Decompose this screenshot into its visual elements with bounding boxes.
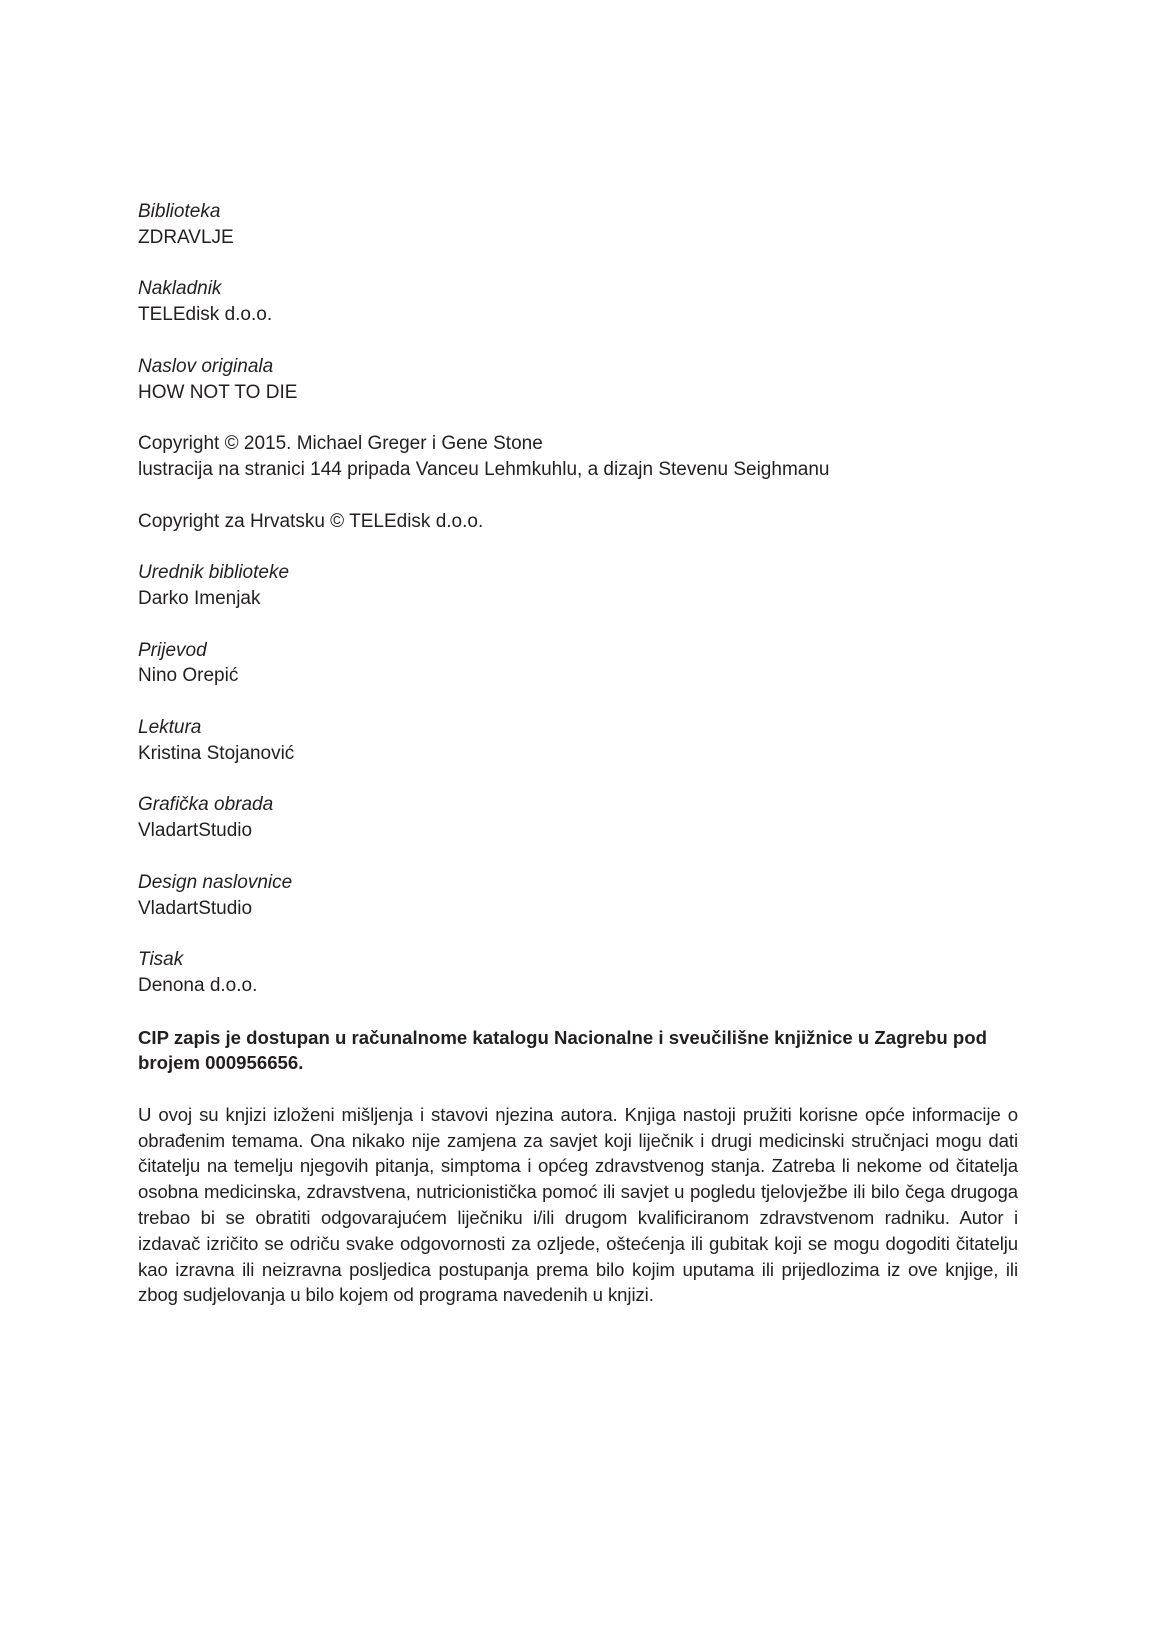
credit-value: Denona d.o.o. (138, 974, 258, 996)
credit-library (138, 199, 1018, 251)
credit-graphic-design (138, 792, 1018, 844)
copyright-croatia (138, 509, 1018, 535)
credit-label: Design naslovnice (138, 871, 293, 893)
copyright-line: Copyright © 2015. Michael Greger i Gene Stone (138, 433, 543, 455)
cip-note: CIP zapis je dostupan u računalnome katalogu Nacionalne i sveučilišne knjižnice u Zagrebu pod brojem 000956656. (138, 1026, 987, 1074)
credit-value: TELEdisk d.o.o. (138, 304, 273, 326)
credit-label: Tisak (138, 949, 184, 971)
credit-label: Urednik biblioteke (138, 562, 290, 584)
credit-label: Prijevod (138, 639, 207, 661)
credit-cover-design (138, 870, 1018, 922)
credit-label: Biblioteka (138, 201, 221, 222)
credit-label: Lektura (138, 716, 202, 738)
credit-value: VladartStudio (138, 820, 253, 842)
credit-value: ZDRAVLJE (138, 226, 234, 248)
credit-proofreading (138, 715, 1018, 767)
credit-value: Darko Imenjak (138, 587, 261, 609)
illustration-credit-line: lustracija na stranici 144 pripada Vanceu Lehmkuhlu, a dizajn Stevenu Seighmanu (138, 458, 830, 480)
credit-label: Naslov originala (138, 355, 274, 377)
credit-value: HOW NOT TO DIE (138, 381, 298, 403)
credit-original-title (138, 354, 1018, 406)
credit-label: Nakladnik (138, 278, 222, 300)
imprint-page (138, 199, 1018, 1308)
credit-label: Grafička obrada (138, 794, 274, 816)
credit-value: Kristina Stojanović (138, 742, 295, 764)
copyright-line: Copyright za Hrvatsku © TELEdisk d.o.o. (138, 510, 484, 532)
credit-printing (138, 947, 1018, 999)
disclaimer-paragraph: U ovoj su knjizi izloženi mišljenja i stavovi njezina autora. Knjiga nastoji pružiti korisne opće informacije o obrađenim temama. Ona nikako nije zamjena za savjet koji liječnik i drugi medicinski stručnjaci mogu dati čitatelju na temelju njegovih pitanja, simptoma i općeg zdravstvenog stanja. Zatreba li nekome od čitatelja osobna medicinska, zdravstvena, nutricionistička pomoć ili savjet u pogledu tjelovježbe ili bilo čega drugoga trebao bi se obratiti odgovarajućem liječniku i/ili drugom kvalificiranom zdravstvenom radniku. Autor i izdavač izričito se odriču svake odgovornosti za ozljede, oštećenja ili gubitak koji se mogu dogoditi čitatelju kao izravna ili neizravna posljedica postupanja prema bilo kojim uputama ili prijedlozima iz ove knjige, ili zbog sudjelovanja u bilo kojem od programa navedenih u knjizi. (138, 1103, 1018, 1306)
credit-publisher (138, 276, 1018, 328)
credit-value: VladartStudio (138, 897, 253, 919)
credit-translation (138, 638, 1018, 690)
credit-value: Nino Orepić (138, 665, 239, 687)
copyright-original (138, 431, 1018, 483)
credit-series-editor (138, 560, 1018, 612)
